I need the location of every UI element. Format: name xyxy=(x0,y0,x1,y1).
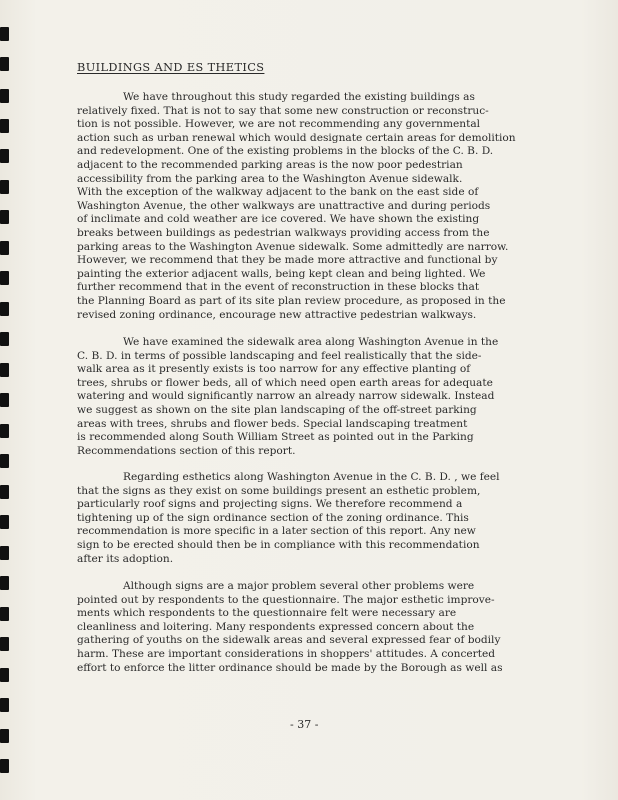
binding-hole xyxy=(0,546,9,560)
binding-hole xyxy=(0,637,9,651)
binding-hole xyxy=(0,424,9,438)
text-line: accessibility from the parking area to the Washington Avenue sidewalk. xyxy=(77,172,463,185)
binding-hole xyxy=(0,271,9,285)
text-line: further recommend that in the event of reconstruction in these blocks that xyxy=(77,281,480,294)
binding-hole xyxy=(0,57,9,71)
text-line: C. B. D. in terms of possible landscaping and feel realistically that the side- xyxy=(77,349,482,362)
binding-hole xyxy=(0,485,9,499)
page-number: - 37 - xyxy=(290,718,319,731)
text-line: action such as urban renewal which would designate certain areas for demolition xyxy=(77,131,516,144)
text-line: relatively fixed. That is not to say that some new construction or reconstruc- xyxy=(77,104,489,117)
text-line: With the exception of the walkway adjacent to the bank on the east side of xyxy=(77,186,479,199)
text-line: gathering of youths on the sidewalk areas and several expressed fear of bodily xyxy=(77,634,501,647)
text-line: However, we recommend that they be made more attractive and functional by xyxy=(77,254,498,267)
binding-hole xyxy=(0,759,9,773)
section-heading: BUILDINGS AND ES THETICS xyxy=(77,61,265,74)
text-line: breaks between buildings as pedestrian walkways providing access from the xyxy=(77,226,490,239)
binding-hole xyxy=(0,607,9,621)
binding-hole xyxy=(0,393,9,407)
binding-hole xyxy=(0,119,9,133)
text-line: that the signs as they exist on some buildings present an esthetic problem, xyxy=(77,484,481,497)
binding-hole xyxy=(0,180,9,194)
text-line: watering and would significantly narrow an already narrow sidewalk. Instead xyxy=(77,390,495,403)
text-line: painting the exterior adjacent walls, being kept clean and being lighted. We xyxy=(77,267,486,280)
text-line: recommendation is more specific in a later section of this report. Any new xyxy=(77,525,476,538)
text-line: the Planning Board as part of its site plan review procedure, as proposed in the xyxy=(77,294,506,307)
text-line: sign to be erected should then be in compliance with this recommendation xyxy=(77,538,480,551)
binding-hole xyxy=(0,668,9,682)
binding-hole xyxy=(0,363,9,377)
binding-hole xyxy=(0,454,9,468)
binding-hole xyxy=(0,576,9,590)
text-line: Although signs are a major problem several other problems were xyxy=(123,580,475,592)
text-line: effort to enforce the litter ordinance should be made by the Borough as well as xyxy=(77,661,503,674)
binding-hole xyxy=(0,27,9,41)
binding-hole xyxy=(0,332,9,346)
text-line: We have throughout this study regarded the existing buildings as xyxy=(123,91,475,103)
text-line: parking areas to the Washington Avenue sidewalk. Some admittedly are narrow. xyxy=(77,240,509,253)
binding-hole xyxy=(0,241,9,255)
text-line: pointed out by respondents to the questionnaire. The major esthetic improve- xyxy=(77,593,495,606)
text-line: tightening up of the sign ordinance section of the zoning ordinance. This xyxy=(77,511,469,524)
text-line: is recommended along South William Street as pointed out in the Parking xyxy=(77,431,474,444)
text-line: areas with trees, shrubs and flower beds. Special landscaping treatment xyxy=(77,417,468,430)
text-line: cleanliness and loitering. Many respondents expressed concern about the xyxy=(77,620,475,633)
paragraph xyxy=(77,91,577,322)
text-line: Regarding esthetics along Washington Avenue in the C. B. D. , we feel xyxy=(123,471,500,483)
binding-hole xyxy=(0,729,9,743)
binding-hole xyxy=(0,89,9,103)
text-line: of inclimate and cold weather are ice covered. We have shown the existing xyxy=(77,213,480,226)
text-line: ments which respondents to the questionnaire felt were necessary are xyxy=(77,607,457,620)
text-line: particularly roof signs and projecting signs. We therefore recommend a xyxy=(77,498,463,511)
binding-hole xyxy=(0,149,9,163)
binding-hole xyxy=(0,698,9,712)
text-line: walk area as it presently exists is too narrow for any effective planting of xyxy=(77,363,471,376)
binding-holes xyxy=(0,0,14,800)
text-line: we suggest as shown on the site plan landscaping of the off-street parking xyxy=(77,403,477,416)
text-line: Recommendations section of this report. xyxy=(77,444,296,457)
binding-hole xyxy=(0,302,9,316)
paragraph xyxy=(77,580,577,675)
text-line: and redevelopment. One of the existing problems in the blocks of the C. B. D. xyxy=(77,145,494,158)
text-line: adjacent to the recommended parking areas is the now poor pedestrian xyxy=(77,158,463,171)
text-line: We have examined the sidewalk area along Washington Avenue in the xyxy=(123,336,499,348)
paragraph xyxy=(77,336,577,458)
text-line: trees, shrubs or flower beds, all of which need open earth areas for adequate xyxy=(77,376,493,389)
binding-hole xyxy=(0,210,9,224)
binding-hole xyxy=(0,515,9,529)
text-line: Washington Avenue, the other walkways are unattractive and during periods xyxy=(77,199,491,212)
paragraph xyxy=(77,471,577,566)
text-line: revised zoning ordinance, encourage new attractive pedestrian walkways. xyxy=(77,308,477,321)
text-line: after its adoption. xyxy=(77,552,174,565)
text-line: harm. These are important considerations in shoppers' attitudes. A concerted xyxy=(77,647,496,660)
text-line: tion is not possible. However, we are not recommending any governmental xyxy=(77,118,481,131)
